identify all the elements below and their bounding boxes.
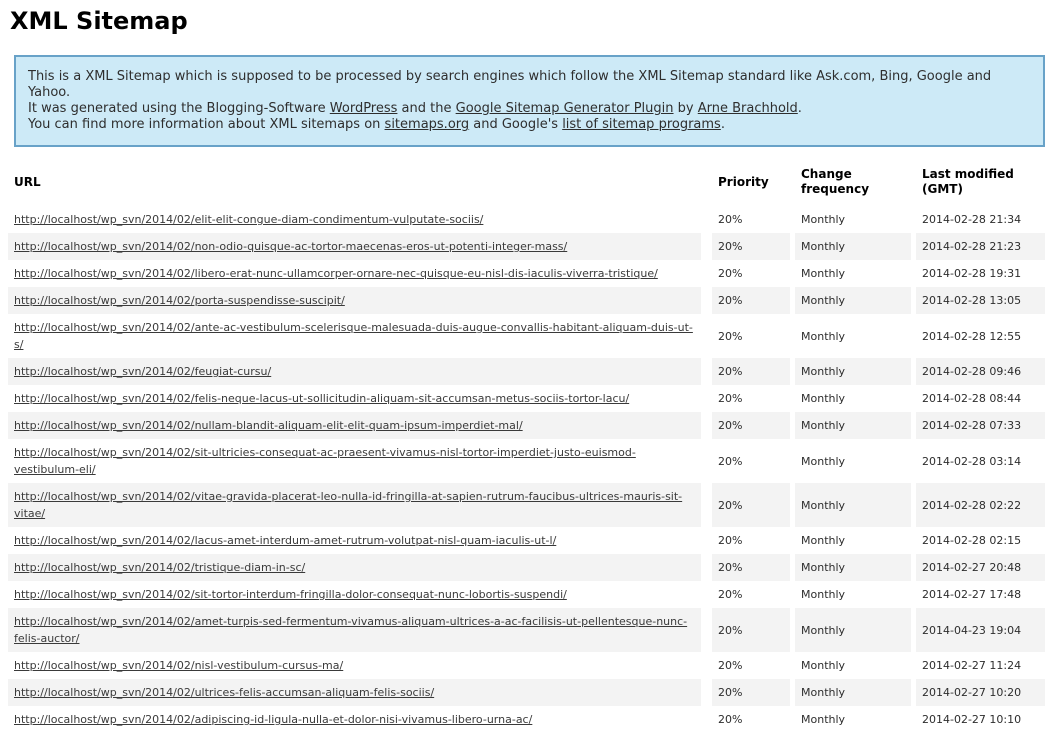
last-modified-cell: 2014-02-27 20:48 — [916, 554, 1045, 581]
last-modified-cell: 2014-02-27 17:48 — [922, 588, 1022, 601]
sitemap-url-link[interactable]: http://localhost/wp_svn/2014/02/sit-ultricies-consequat-ac-praesent-vivamus-nisl-tortor-imperdiet-justo-euismod-vestibulum-eli/ — [14, 446, 636, 476]
sitemap-url-link[interactable]: http://localhost/wp_svn/2014/02/ultrices-felis-accumsan-aliquam-felis-sociis/ — [14, 686, 435, 699]
url-cell — [8, 652, 712, 679]
sitemap-url-link[interactable]: http://localhost/wp_svn/2014/02/adipiscing-id-ligula-nulla-et-dolor-nisi-vivamus-libero-urna-ac/ — [14, 713, 533, 726]
sitemap-url-link[interactable]: http://localhost/wp_svn/2014/02/sit-tortor-interdum-fringilla-dolor-consequat-nunc-lobortis-suspendi/ — [14, 588, 567, 601]
priority-cell: 20% — [712, 385, 795, 412]
sitemap-table-header — [8, 163, 1045, 206]
sitemap-url-link[interactable]: http://localhost/wp_svn/2014/02/porta-suspendisse-suscipit/ — [14, 294, 345, 307]
table-row — [8, 554, 1045, 581]
table-row — [8, 358, 1045, 385]
sitemap-url-link[interactable]: http://localhost/wp_svn/2014/02/felis-neque-lacus-ut-sollicitudin-aliquam-sit-accumsan-metus-sociis-tortor-lacu/ — [14, 392, 630, 405]
last-modified-cell: 2014-02-27 11:24 — [922, 659, 1022, 672]
table-row — [8, 439, 1045, 483]
last-modified-cell: 2014-02-28 07:33 — [916, 412, 1045, 439]
table-row — [8, 314, 1045, 358]
description-text: You can find more information about XML sitemaps on — [28, 117, 385, 132]
priority-cell: 20% — [712, 527, 795, 554]
priority-cell: 20% — [712, 554, 795, 581]
priority-cell: 20% — [712, 706, 795, 733]
table-row — [8, 652, 1045, 679]
url-cell — [8, 554, 712, 581]
priority-cell: 20% — [712, 233, 795, 260]
sitemap-table — [8, 163, 1045, 733]
table-row — [8, 706, 1045, 733]
wordpress-link[interactable]: WordPress — [329, 101, 398, 116]
priority-cell: 20% — [712, 439, 795, 483]
sitemap-url-link[interactable]: http://localhost/wp_svn/2014/02/tristique-diam-in-sc/ — [14, 561, 306, 574]
change-frequency-cell: Monthly — [795, 260, 916, 287]
last-modified-cell: 2014-02-28 03:14 — [922, 454, 1022, 468]
sitemap-url-link[interactable]: http://localhost/wp_svn/2014/02/elit-elit-congue-diam-condimentum-vulputate-sociis/ — [14, 213, 484, 226]
sitemap-url-link[interactable]: http://localhost/wp_svn/2014/02/vitae-gravida-placerat-leo-nulla-id-fringilla-at-sapien-rutrum-faucibus-ultrices-mauris-sit-vitae/ — [14, 490, 683, 520]
priority-cell: 20% — [712, 314, 795, 358]
url-cell — [8, 233, 712, 260]
description-text: by — [673, 101, 698, 116]
priority-cell: 20% — [712, 287, 795, 314]
description-line-3 — [28, 117, 1031, 133]
sitemap-url-link[interactable]: http://localhost/wp_svn/2014/02/lacus-amet-interdum-amet-rutrum-volutpat-nisl-quam-iaculis-ut-l/ — [14, 534, 557, 547]
change-frequency-cell: Monthly — [795, 233, 916, 260]
change-frequency-column-header: Change frequency — [795, 163, 916, 206]
table-row — [8, 385, 1045, 412]
priority-cell: 20% — [712, 483, 795, 527]
sitemap-url-link[interactable]: http://localhost/wp_svn/2014/02/nisl-vestibulum-cursus-ma/ — [14, 659, 344, 672]
table-row — [8, 608, 1045, 652]
last-modified-cell: 2014-02-28 19:31 — [922, 267, 1022, 280]
table-row — [8, 287, 1045, 314]
change-frequency-cell: Monthly — [795, 314, 916, 358]
table-row — [8, 483, 1045, 527]
change-frequency-cell: Monthly — [795, 652, 916, 679]
url-column-header: URL — [8, 163, 712, 206]
table-row — [8, 412, 1045, 439]
change-frequency-cell: Monthly — [795, 706, 916, 733]
google-sitemap-generator-plugin-link[interactable]: Google Sitemap Generator Plugin — [455, 101, 674, 116]
description-text: . — [720, 117, 725, 132]
url-cell — [8, 358, 712, 385]
priority-cell: 20% — [712, 652, 795, 679]
url-cell — [8, 314, 712, 358]
description-text: . — [797, 101, 802, 116]
priority-cell: 20% — [712, 260, 795, 287]
arne-brachhold-link[interactable]: Arne Brachhold — [697, 101, 798, 116]
list-of-sitemap-programs-link[interactable]: list of sitemap programs — [562, 117, 721, 132]
description-line-2 — [28, 101, 1031, 117]
change-frequency-cell: Monthly — [795, 581, 916, 608]
description-text: and the — [397, 101, 456, 116]
priority-cell: 20% — [712, 358, 795, 385]
change-frequency-cell: Monthly — [795, 206, 916, 233]
last-modified-cell: 2014-02-28 02:15 — [922, 534, 1022, 547]
table-row — [8, 206, 1045, 233]
last-modified-cell: 2014-02-28 09:46 — [916, 358, 1045, 385]
sitemap-url-link[interactable]: http://localhost/wp_svn/2014/02/amet-turpis-sed-fermentum-vivamus-aliquam-ultrices-a-ac-facilisis-ut-pellentesque-nunc-felis-auctor/ — [14, 615, 688, 645]
sitemap-url-link[interactable]: http://localhost/wp_svn/2014/02/non-odio-quisque-ac-tortor-maecenas-eros-ut-potenti-integer-mass/ — [14, 240, 568, 253]
last-modified-cell: 2014-04-23 19:04 — [916, 608, 1045, 652]
last-modified-cell: 2014-02-28 08:44 — [922, 392, 1022, 405]
description-line-1 — [28, 69, 1031, 101]
change-frequency-cell: Monthly — [795, 358, 916, 385]
last-modified-cell: 2014-02-27 10:10 — [922, 713, 1022, 726]
last-modified-cell: 2014-02-28 21:34 — [922, 213, 1022, 226]
url-cell — [8, 287, 712, 314]
priority-cell: 20% — [712, 608, 795, 652]
change-frequency-cell: Monthly — [795, 679, 916, 706]
sitemap-url-link[interactable]: http://localhost/wp_svn/2014/02/feugiat-cursu/ — [14, 365, 272, 378]
sitemaps-org-link[interactable]: sitemaps.org — [384, 117, 470, 132]
description-text: This is a XML Sitemap which is supposed to be processed by search engines which follow the XML Sitemap standard like Ask.com, Bing, Google and Yahoo. — [28, 69, 992, 100]
sitemap-url-link[interactable]: http://localhost/wp_svn/2014/02/nullam-blandit-aliquam-elit-elit-quam-ipsum-imperdiet-mal/ — [14, 419, 523, 432]
change-frequency-cell: Monthly — [795, 527, 916, 554]
table-row — [8, 233, 1045, 260]
last-modified-cell: 2014-02-28 02:22 — [916, 483, 1045, 527]
change-frequency-cell: Monthly — [795, 287, 916, 314]
priority-cell: 20% — [712, 412, 795, 439]
sitemap-table-body — [8, 206, 1045, 733]
url-cell — [8, 581, 712, 608]
table-row — [8, 260, 1045, 287]
change-frequency-cell: Monthly — [795, 439, 916, 483]
table-row — [8, 581, 1045, 608]
change-frequency-cell: Monthly — [795, 483, 916, 527]
table-row — [8, 679, 1045, 706]
priority-cell: 20% — [712, 206, 795, 233]
last-modified-column-header: Last modified (GMT) — [916, 163, 1045, 206]
url-cell — [8, 706, 712, 733]
sitemap-url-link[interactable]: http://localhost/wp_svn/2014/02/ante-ac-vestibulum-scelerisque-malesuada-duis-augue-convallis-habitant-aliquam-duis-ut-s/ — [14, 321, 693, 351]
sitemap-url-link[interactable]: http://localhost/wp_svn/2014/02/libero-erat-nunc-ullamcorper-ornare-nec-quisque-eu-nisl-dis-iaculis-viverra-tristique/ — [14, 267, 658, 280]
url-cell — [8, 527, 712, 554]
table-row — [8, 527, 1045, 554]
url-cell — [8, 439, 712, 483]
change-frequency-cell: Monthly — [795, 385, 916, 412]
change-frequency-cell: Monthly — [795, 608, 916, 652]
priority-cell: 20% — [712, 679, 795, 706]
description-text: and Google's — [469, 117, 563, 132]
change-frequency-cell: Monthly — [795, 554, 916, 581]
url-cell — [8, 679, 712, 706]
priority-cell: 20% — [712, 581, 795, 608]
last-modified-cell: 2014-02-28 13:05 — [916, 287, 1045, 314]
url-cell — [8, 483, 712, 527]
url-cell — [8, 608, 712, 652]
url-cell — [8, 412, 712, 439]
page-title: XML Sitemap — [10, 7, 188, 35]
url-cell — [8, 206, 712, 233]
last-modified-cell: 2014-02-28 21:23 — [916, 233, 1045, 260]
change-frequency-cell: Monthly — [795, 412, 916, 439]
last-modified-cell: 2014-02-27 10:20 — [916, 679, 1045, 706]
url-cell — [8, 385, 712, 412]
last-modified-cell: 2014-02-28 12:55 — [922, 329, 1022, 343]
sitemap-description-box — [14, 55, 1045, 147]
url-cell — [8, 260, 712, 287]
priority-column-header: Priority — [712, 163, 795, 206]
description-text: It was generated using the Blogging-Software — [28, 101, 330, 116]
